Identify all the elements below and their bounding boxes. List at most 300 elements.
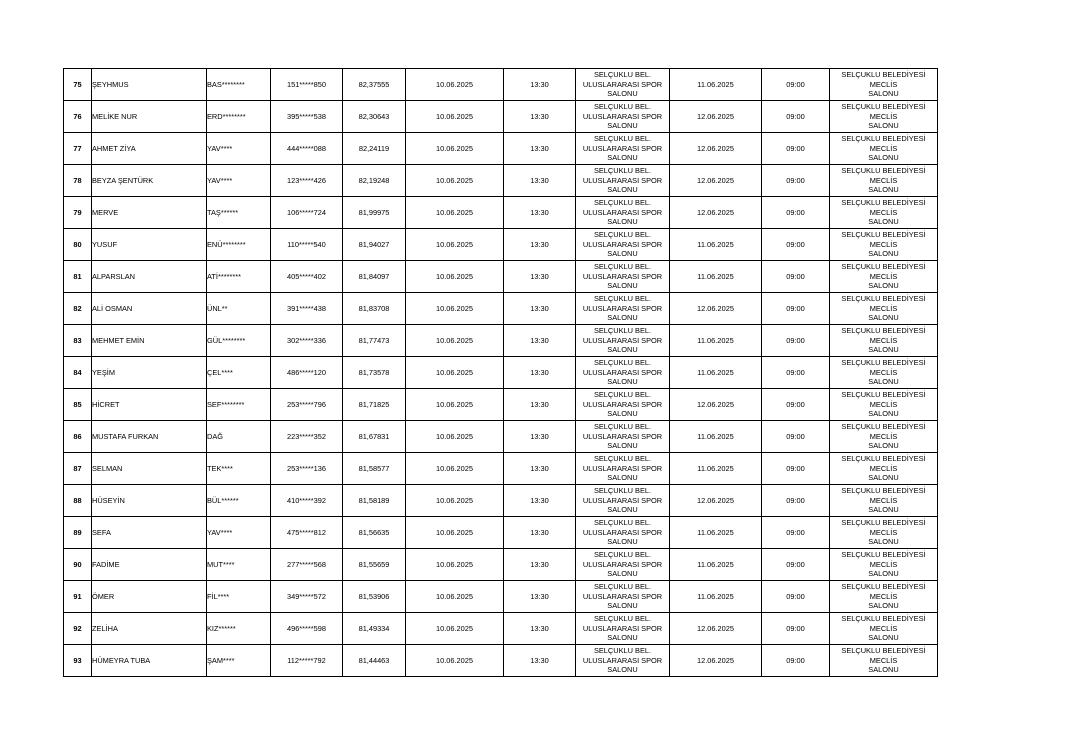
first-name-cell: MEHMET EMİN xyxy=(92,325,207,357)
exam-venue-cell xyxy=(576,389,670,421)
venue-line: SELÇUKLU BEL. xyxy=(593,294,652,304)
table-row xyxy=(64,613,938,645)
table-row xyxy=(64,165,938,197)
exam-venue-cell xyxy=(576,549,670,581)
score-cell: 81,58577 xyxy=(343,453,406,485)
venue-line: ULUSLARARASI SPOR xyxy=(582,367,663,377)
venue-line: SALONU xyxy=(607,185,638,195)
interview-time-cell: 09:00 xyxy=(762,357,830,389)
exam-date-cell: 10.06.2025 xyxy=(406,261,504,293)
exam-date-cell: 10.06.2025 xyxy=(406,421,504,453)
id-number-cell: 253*****136 xyxy=(271,453,343,485)
table-row xyxy=(64,101,938,133)
row-number: 82 xyxy=(64,293,92,325)
score-cell: 81,56635 xyxy=(343,517,406,549)
venue-line: SELÇUKLU BELEDİYESİ MECLİS xyxy=(841,518,926,537)
exam-time-cell: 13:30 xyxy=(504,389,576,421)
exam-time-cell: 13:30 xyxy=(504,549,576,581)
id-number-cell: 253*****796 xyxy=(271,389,343,421)
id-number-cell: 475*****812 xyxy=(271,517,343,549)
id-number-cell: 391*****438 xyxy=(271,293,343,325)
interview-time-cell: 09:00 xyxy=(762,133,830,165)
venue-line: SELÇUKLU BEL. xyxy=(593,230,652,240)
venue-line: SELÇUKLU BEL. xyxy=(593,454,652,464)
exam-date-cell: 10.06.2025 xyxy=(406,389,504,421)
surname-cell: FİL**** xyxy=(207,581,271,613)
exam-time-cell: 13:30 xyxy=(504,485,576,517)
score-cell: 81,58189 xyxy=(343,485,406,517)
exam-venue-cell xyxy=(576,101,670,133)
exam-venue-cell xyxy=(576,581,670,613)
venue-line: SALONU xyxy=(868,121,899,131)
interview-time-cell: 09:00 xyxy=(762,293,830,325)
id-number-cell: 110*****540 xyxy=(271,229,343,261)
surname-cell: TEK**** xyxy=(207,453,271,485)
venue-line: ULUSLARARASI SPOR xyxy=(582,239,663,249)
venue-line: SELÇUKLU BELEDİYESİ MECLİS xyxy=(841,358,926,377)
venue-line: SALONU xyxy=(607,409,638,419)
exam-time-cell: 13:30 xyxy=(504,229,576,261)
interview-venue-cell xyxy=(830,645,938,677)
first-name-cell: ALPARSLAN xyxy=(92,261,207,293)
venue-line: SALONU xyxy=(868,633,899,643)
row-number: 90 xyxy=(64,549,92,581)
exam-time-cell: 13:30 xyxy=(504,101,576,133)
venue-line: SALONU xyxy=(607,281,638,291)
score-cell: 81,94027 xyxy=(343,229,406,261)
interview-date-cell: 12.06.2025 xyxy=(670,101,762,133)
first-name-cell: YEŞİM xyxy=(92,357,207,389)
venue-line: SELÇUKLU BELEDİYESİ MECLİS xyxy=(841,166,926,185)
surname-cell: YAV**** xyxy=(207,165,271,197)
interview-venue-cell xyxy=(830,229,938,261)
row-number: 81 xyxy=(64,261,92,293)
venue-line: SELÇUKLU BEL. xyxy=(593,326,652,336)
exam-venue-cell xyxy=(576,357,670,389)
venue-line: SALONU xyxy=(868,249,899,259)
venue-line: SELÇUKLU BELEDİYESİ MECLİS xyxy=(841,614,926,633)
interview-date-cell: 11.06.2025 xyxy=(670,517,762,549)
exam-time-cell: 13:30 xyxy=(504,421,576,453)
id-number-cell: 395*****538 xyxy=(271,101,343,133)
exam-date-cell: 10.06.2025 xyxy=(406,613,504,645)
first-name-cell: BEYZA ŞENTÜRK xyxy=(92,165,207,197)
interview-venue-cell xyxy=(830,293,938,325)
exam-date-cell: 10.06.2025 xyxy=(406,645,504,677)
first-name-cell: SELMAN xyxy=(92,453,207,485)
score-cell: 82,37555 xyxy=(343,69,406,101)
exam-time-cell: 13:30 xyxy=(504,133,576,165)
interview-venue-cell xyxy=(830,421,938,453)
exam-time-cell: 13:30 xyxy=(504,165,576,197)
venue-line: SELÇUKLU BELEDİYESİ MECLİS xyxy=(841,134,926,153)
venue-line: SALONU xyxy=(868,345,899,355)
id-number-cell: 302*****336 xyxy=(271,325,343,357)
interview-time-cell: 09:00 xyxy=(762,165,830,197)
venue-line: SELÇUKLU BELEDİYESİ MECLİS xyxy=(841,294,926,313)
first-name-cell: HİCRET xyxy=(92,389,207,421)
id-number-cell: 349*****572 xyxy=(271,581,343,613)
venue-line: SELÇUKLU BEL. xyxy=(593,486,652,496)
exam-date-cell: 10.06.2025 xyxy=(406,549,504,581)
score-cell: 82,24119 xyxy=(343,133,406,165)
venue-line: SALONU xyxy=(607,345,638,355)
surname-cell: ATİ******** xyxy=(207,261,271,293)
interview-venue-cell xyxy=(830,261,938,293)
interview-time-cell: 09:00 xyxy=(762,69,830,101)
id-number-cell: 123*****426 xyxy=(271,165,343,197)
venue-line: SALONU xyxy=(607,249,638,259)
interview-time-cell: 09:00 xyxy=(762,421,830,453)
interview-time-cell: 09:00 xyxy=(762,581,830,613)
interview-time-cell: 09:00 xyxy=(762,517,830,549)
venue-line: SELÇUKLU BELEDİYESİ MECLİS xyxy=(841,486,926,505)
id-number-cell: 277*****568 xyxy=(271,549,343,581)
venue-line: SALONU xyxy=(607,537,638,547)
score-cell: 81,83708 xyxy=(343,293,406,325)
table-row xyxy=(64,389,938,421)
venue-line: SALONU xyxy=(607,89,638,99)
table-row xyxy=(64,293,938,325)
exam-time-cell: 13:30 xyxy=(504,517,576,549)
exam-venue-cell xyxy=(576,69,670,101)
interview-date-cell: 11.06.2025 xyxy=(670,325,762,357)
row-number: 92 xyxy=(64,613,92,645)
row-number: 78 xyxy=(64,165,92,197)
surname-cell: BAS******** xyxy=(207,69,271,101)
interview-date-cell: 11.06.2025 xyxy=(670,421,762,453)
surname-cell: BÜL****** xyxy=(207,485,271,517)
venue-line: ULUSLARARASI SPOR xyxy=(582,527,663,537)
venue-line: SELÇUKLU BELEDİYESİ MECLİS xyxy=(841,454,926,473)
surname-cell: MUT**** xyxy=(207,549,271,581)
score-cell: 81,71825 xyxy=(343,389,406,421)
exam-venue-cell xyxy=(576,517,670,549)
id-number-cell: 112*****792 xyxy=(271,645,343,677)
venue-line: SELÇUKLU BELEDİYESİ MECLİS xyxy=(841,102,926,121)
interview-venue-cell xyxy=(830,69,938,101)
surname-cell: DAĞ xyxy=(207,421,271,453)
first-name-cell: MERVE xyxy=(92,197,207,229)
venue-line: SALONU xyxy=(607,217,638,227)
surname-cell: SEF******** xyxy=(207,389,271,421)
venue-line: SALONU xyxy=(868,281,899,291)
interview-time-cell: 09:00 xyxy=(762,549,830,581)
venue-line: SALONU xyxy=(607,441,638,451)
row-number: 80 xyxy=(64,229,92,261)
interview-date-cell: 11.06.2025 xyxy=(670,261,762,293)
venue-line: SALONU xyxy=(868,601,899,611)
exam-venue-cell xyxy=(576,133,670,165)
row-number: 75 xyxy=(64,69,92,101)
interview-date-cell: 12.06.2025 xyxy=(670,133,762,165)
id-number-cell: 405*****402 xyxy=(271,261,343,293)
exam-time-cell: 13:30 xyxy=(504,325,576,357)
score-cell: 81,49334 xyxy=(343,613,406,645)
interview-venue-cell xyxy=(830,357,938,389)
venue-line: SELÇUKLU BEL. xyxy=(593,646,652,656)
table-row xyxy=(64,261,938,293)
interview-time-cell: 09:00 xyxy=(762,453,830,485)
interview-date-cell: 11.06.2025 xyxy=(670,69,762,101)
score-cell: 81,55659 xyxy=(343,549,406,581)
interview-venue-cell xyxy=(830,325,938,357)
table-row xyxy=(64,549,938,581)
interview-date-cell: 12.06.2025 xyxy=(670,197,762,229)
venue-line: ULUSLARARASI SPOR xyxy=(582,591,663,601)
id-number-cell: 106*****724 xyxy=(271,197,343,229)
interview-date-cell: 11.06.2025 xyxy=(670,581,762,613)
row-number: 87 xyxy=(64,453,92,485)
first-name-cell: ALİ OSMAN xyxy=(92,293,207,325)
venue-line: SELÇUKLU BELEDİYESİ MECLİS xyxy=(841,326,926,345)
table-row xyxy=(64,645,938,677)
exam-date-cell: 10.06.2025 xyxy=(406,133,504,165)
row-number: 86 xyxy=(64,421,92,453)
surname-cell: ENÜ******** xyxy=(207,229,271,261)
exam-venue-cell xyxy=(576,229,670,261)
exam-time-cell: 13:30 xyxy=(504,613,576,645)
venue-line: SELÇUKLU BEL. xyxy=(593,550,652,560)
surname-cell: ERD******** xyxy=(207,101,271,133)
interview-date-cell: 12.06.2025 xyxy=(670,293,762,325)
exam-time-cell: 13:30 xyxy=(504,453,576,485)
row-number: 84 xyxy=(64,357,92,389)
surname-cell: YAV**** xyxy=(207,133,271,165)
venue-line: SELÇUKLU BEL. xyxy=(593,262,652,272)
venue-line: SALONU xyxy=(868,473,899,483)
interview-time-cell: 09:00 xyxy=(762,389,830,421)
interview-time-cell: 09:00 xyxy=(762,613,830,645)
exam-date-cell: 10.06.2025 xyxy=(406,325,504,357)
venue-line: SALONU xyxy=(607,633,638,643)
exam-venue-cell xyxy=(576,165,670,197)
venue-line: SALONU xyxy=(607,505,638,515)
venue-line: SALONU xyxy=(868,377,899,387)
interview-date-cell: 12.06.2025 xyxy=(670,613,762,645)
venue-line: ULUSLARARASI SPOR xyxy=(582,271,663,281)
table-row xyxy=(64,229,938,261)
first-name-cell: MUSTAFA FURKAN xyxy=(92,421,207,453)
surname-cell: TAŞ****** xyxy=(207,197,271,229)
table-body xyxy=(64,69,938,677)
exam-venue-cell xyxy=(576,421,670,453)
interview-venue-cell xyxy=(830,613,938,645)
venue-line: SALONU xyxy=(868,217,899,227)
exam-venue-cell xyxy=(576,453,670,485)
interview-date-cell: 12.06.2025 xyxy=(670,165,762,197)
id-number-cell: 151*****850 xyxy=(271,69,343,101)
id-number-cell: 486*****120 xyxy=(271,357,343,389)
first-name-cell: ŞEYHMUS xyxy=(92,69,207,101)
venue-line: ULUSLARARASI SPOR xyxy=(582,495,663,505)
venue-line: SELÇUKLU BELEDİYESİ MECLİS xyxy=(841,550,926,569)
exam-date-cell: 10.06.2025 xyxy=(406,197,504,229)
interview-time-cell: 09:00 xyxy=(762,197,830,229)
venue-line: SALONU xyxy=(868,409,899,419)
first-name-cell: FADİME xyxy=(92,549,207,581)
exam-venue-cell xyxy=(576,197,670,229)
venue-line: ULUSLARARASI SPOR xyxy=(582,111,663,121)
table-row xyxy=(64,485,938,517)
first-name-cell: AHMET ZİYA xyxy=(92,133,207,165)
exam-time-cell: 13:30 xyxy=(504,197,576,229)
interview-time-cell: 09:00 xyxy=(762,261,830,293)
exam-date-cell: 10.06.2025 xyxy=(406,293,504,325)
exam-date-cell: 10.06.2025 xyxy=(406,69,504,101)
exam-venue-cell xyxy=(576,613,670,645)
exam-date-cell: 10.06.2025 xyxy=(406,165,504,197)
row-number: 91 xyxy=(64,581,92,613)
exam-time-cell: 13:30 xyxy=(504,69,576,101)
surname-cell: YAV**** xyxy=(207,517,271,549)
interview-date-cell: 12.06.2025 xyxy=(670,485,762,517)
venue-line: SELÇUKLU BEL. xyxy=(593,358,652,368)
surname-cell: ÜNL** xyxy=(207,293,271,325)
interview-venue-cell xyxy=(830,485,938,517)
venue-line: SELÇUKLU BEL. xyxy=(593,166,652,176)
venue-line: SALONU xyxy=(868,505,899,515)
table-row xyxy=(64,421,938,453)
table-row xyxy=(64,581,938,613)
venue-line: SELÇUKLU BELEDİYESİ MECLİS xyxy=(841,422,926,441)
score-cell: 81,77473 xyxy=(343,325,406,357)
interview-venue-cell xyxy=(830,197,938,229)
venue-line: SALONU xyxy=(868,569,899,579)
first-name-cell: SEFA xyxy=(92,517,207,549)
row-number: 88 xyxy=(64,485,92,517)
score-cell: 81,67831 xyxy=(343,421,406,453)
venue-line: SALONU xyxy=(607,377,638,387)
venue-line: SALONU xyxy=(607,665,638,675)
venue-line: ULUSLARARASI SPOR xyxy=(582,303,663,313)
exam-time-cell: 13:30 xyxy=(504,293,576,325)
venue-line: SELÇUKLU BELEDİYESİ MECLİS xyxy=(841,646,926,665)
surname-cell: ÇEL**** xyxy=(207,357,271,389)
exam-date-cell: 10.06.2025 xyxy=(406,581,504,613)
first-name-cell: ÖMER xyxy=(92,581,207,613)
interview-date-cell: 11.06.2025 xyxy=(670,357,762,389)
exam-venue-cell xyxy=(576,293,670,325)
venue-line: SELÇUKLU BEL. xyxy=(593,582,652,592)
score-cell: 81,44463 xyxy=(343,645,406,677)
surname-cell: ŞAM**** xyxy=(207,645,271,677)
interview-venue-cell xyxy=(830,165,938,197)
venue-line: SALONU xyxy=(607,313,638,323)
interview-venue-cell xyxy=(830,133,938,165)
venue-line: SALONU xyxy=(868,537,899,547)
table-row xyxy=(64,357,938,389)
table-row xyxy=(64,453,938,485)
venue-line: SALONU xyxy=(868,313,899,323)
table-row xyxy=(64,133,938,165)
venue-line: ULUSLARARASI SPOR xyxy=(582,143,663,153)
exam-date-cell: 10.06.2025 xyxy=(406,517,504,549)
row-number: 76 xyxy=(64,101,92,133)
interview-date-cell: 12.06.2025 xyxy=(670,389,762,421)
interview-date-cell: 11.06.2025 xyxy=(670,453,762,485)
venue-line: SALONU xyxy=(607,569,638,579)
exam-time-cell: 13:30 xyxy=(504,261,576,293)
venue-line: SELÇUKLU BELEDİYESİ MECLİS xyxy=(841,262,926,281)
venue-line: SALONU xyxy=(868,185,899,195)
venue-line: SELÇUKLU BELEDİYESİ MECLİS xyxy=(841,582,926,601)
venue-line: SELÇUKLU BEL. xyxy=(593,134,652,144)
venue-line: SALONU xyxy=(868,89,899,99)
exam-venue-cell xyxy=(576,325,670,357)
first-name-cell: YUSUF xyxy=(92,229,207,261)
surname-cell: KIZ****** xyxy=(207,613,271,645)
id-number-cell: 444*****088 xyxy=(271,133,343,165)
venue-line: SELÇUKLU BEL. xyxy=(593,102,652,112)
venue-line: SELÇUKLU BEL. xyxy=(593,518,652,528)
interview-venue-cell xyxy=(830,453,938,485)
row-number: 79 xyxy=(64,197,92,229)
venue-line: SELÇUKLU BELEDİYESİ MECLİS xyxy=(841,198,926,217)
score-cell: 82,30643 xyxy=(343,101,406,133)
interview-time-cell: 09:00 xyxy=(762,101,830,133)
exam-date-cell: 10.06.2025 xyxy=(406,485,504,517)
exam-venue-cell xyxy=(576,485,670,517)
venue-line: SELÇUKLU BEL. xyxy=(593,390,652,400)
venue-line: ULUSLARARASI SPOR xyxy=(582,655,663,665)
id-number-cell: 223*****352 xyxy=(271,421,343,453)
venue-line: SELÇUKLU BEL. xyxy=(593,70,652,80)
first-name-cell: ZELİHA xyxy=(92,613,207,645)
venue-line: SALONU xyxy=(607,121,638,131)
interview-time-cell: 09:00 xyxy=(762,485,830,517)
interview-time-cell: 09:00 xyxy=(762,229,830,261)
row-number: 83 xyxy=(64,325,92,357)
exam-date-cell: 10.06.2025 xyxy=(406,101,504,133)
interview-date-cell: 11.06.2025 xyxy=(670,549,762,581)
venue-line: ULUSLARARASI SPOR xyxy=(582,207,663,217)
interview-venue-cell xyxy=(830,549,938,581)
exam-venue-cell xyxy=(576,645,670,677)
venue-line: ULUSLARARASI SPOR xyxy=(582,399,663,409)
exam-time-cell: 13:30 xyxy=(504,357,576,389)
venue-line: SELÇUKLU BELEDİYESİ MECLİS xyxy=(841,70,926,89)
venue-line: SELÇUKLU BEL. xyxy=(593,422,652,432)
exam-time-cell: 13:30 xyxy=(504,581,576,613)
interview-date-cell: 12.06.2025 xyxy=(670,645,762,677)
venue-line: SELÇUKLU BELEDİYESİ MECLİS xyxy=(841,390,926,409)
row-number: 77 xyxy=(64,133,92,165)
id-number-cell: 410*****392 xyxy=(271,485,343,517)
row-number: 89 xyxy=(64,517,92,549)
venue-line: ULUSLARARASI SPOR xyxy=(582,623,663,633)
exam-venue-cell xyxy=(576,261,670,293)
interview-venue-cell xyxy=(830,517,938,549)
venue-line: ULUSLARARASI SPOR xyxy=(582,559,663,569)
interview-venue-cell xyxy=(830,389,938,421)
venue-line: SALONU xyxy=(868,665,899,675)
table-row xyxy=(64,517,938,549)
interview-venue-cell xyxy=(830,581,938,613)
venue-line: SELÇUKLU BEL. xyxy=(593,198,652,208)
venue-line: ULUSLARARASI SPOR xyxy=(582,79,663,89)
venue-line: SALONU xyxy=(607,473,638,483)
id-number-cell: 496*****598 xyxy=(271,613,343,645)
score-cell: 82,19248 xyxy=(343,165,406,197)
venue-line: SELÇUKLU BELEDİYESİ MECLİS xyxy=(841,230,926,249)
row-number: 93 xyxy=(64,645,92,677)
venue-line: ULUSLARARASI SPOR xyxy=(582,431,663,441)
score-cell: 81,53906 xyxy=(343,581,406,613)
venue-line: SALONU xyxy=(607,601,638,611)
score-cell: 81,73578 xyxy=(343,357,406,389)
interview-venue-cell xyxy=(830,101,938,133)
